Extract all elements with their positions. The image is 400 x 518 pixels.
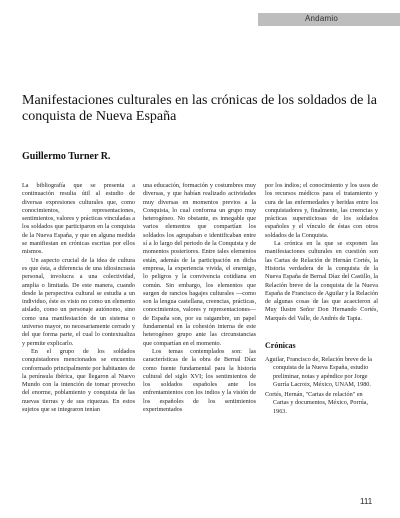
- paragraph: La crónica en la que se exponen las manifestaciones culturales en cuestión son las Cartas de Relación de Hernán Cortés, la Historia verdadera de la conquista de la Nueva España de Bernal Díaz del Castillo, la Relación breve de la conquista de la Nueva España de Francisco de Aguilar y la Relación de algunas cosas de las que acaecieron al Muy Ilustre Señor Don Hernando Cortés, Marqués del Valle, de Andrés de Tapia.: [265, 240, 378, 322]
- paragraph: En el grupo de los soldados conquistadores mencionados se encuentra conformado principalmente por habitantes de la península ibérica, que llegaron al Nuevo Mundo con la intención de tomar provecho del enorme, poblamiento y conquista de las nuevas tierras y de sus riquezas. En estos sujetos que se integraron tenían: [22, 347, 135, 414]
- references-list: [265, 356, 378, 418]
- reference-item: Cortés, Hernán, "Cartas de relación" en Cartas y documentos, México, Porrúa, 1963.: [265, 391, 369, 415]
- page-number: 111: [360, 497, 373, 506]
- paragraph: Un aspecto crucial de la idea de cultura es que ésta, a diferencia de una idiosincrasia personal, involucra a una colectividad, amplia o limitada. De este manera, cuando desde la perspectiva cultural se estudia a un individuo, éste es visto no como un elemento aislado, como un personaje autónomo, sino como una manifestación de un sistema o universo mayor, no necesariamente cerrado y del que forma parte, el cual lo contextualiza y permite explicarlo.: [22, 256, 135, 347]
- paragraph: una educación, formación y costumbres muy diversas, y que habían realizado actividades muy diversas en momentos previos a la Conquista, lo cual conforma un grupo muy heterogéneo. No obstante, es innegable que varios elementos que compartían los soldados los agrupaban e identificaban entre sí a lo largo del periodo de la Conquista y de momentos posteriores. Entre tales elementos están, además de la participación en dicha empresa, la experiencia vivida, el enemigo, lo peligros y la convivencia cotidiana en común. Sin embargo, los elementos que surgen de rancios bagajes culturales —como son la lengua castellana, creencias, prácticas, conocimientos, valores y representaciones— de España son, por su raigambre, un papel fundamental en la cohesión interna de este heterogéneo grupo ante las circunstancias que compartían en el momento.: [143, 182, 256, 347]
- article-author: Guillermo Turner R.: [22, 151, 111, 162]
- paragraph: por los indios; el conocimiento y los usos de los recursos médicos para el tratamiento y cura de las enfermedades y heridas entre los conquistadores y, finalmente, las creencias y prácticas supersticiosas de los soldados españoles y el vínculo de éstas con otros soldados de la Conquista.: [265, 182, 378, 239]
- body-column-2: [143, 182, 256, 414]
- paragraph: La bibliografía que se presenta a continuación resulta útil al estudio de diversas expresiones culturales que, como conocimientos, representaciones, sentimientos, valores y prácticas vinculadas a los soldados que participaron en la conquista de la Nueva España, y que en alguna medida se manifiestan en crónicas escritas por ellos mismos.: [22, 182, 135, 256]
- section-label: Andamio: [305, 14, 338, 23]
- body-column-1: [22, 182, 135, 414]
- body-column-3: [265, 182, 378, 323]
- paragraph: Los temas contemplados son: las características de la obra de Bernal Díaz como fuente fundamental para la historia cultural del siglo XVI; los sentimientos de los soldados españoles ante los enfrentamientos con los indios y la visión de los españoles de los sentimientos experimentados: [143, 347, 256, 414]
- article-title: Manifestaciones culturales en las crónicas de los soldados de la conquista de Nueva España: [22, 93, 377, 124]
- references-heading: Crónicas: [265, 341, 296, 350]
- reference-item: Aguilar, Francisco de, Relación breve de la conquista de la Nueva España, estudio preliminar, notas y apéndice por Jorge Gurría Lacroix, México, UNAM, 1980.: [265, 356, 372, 388]
